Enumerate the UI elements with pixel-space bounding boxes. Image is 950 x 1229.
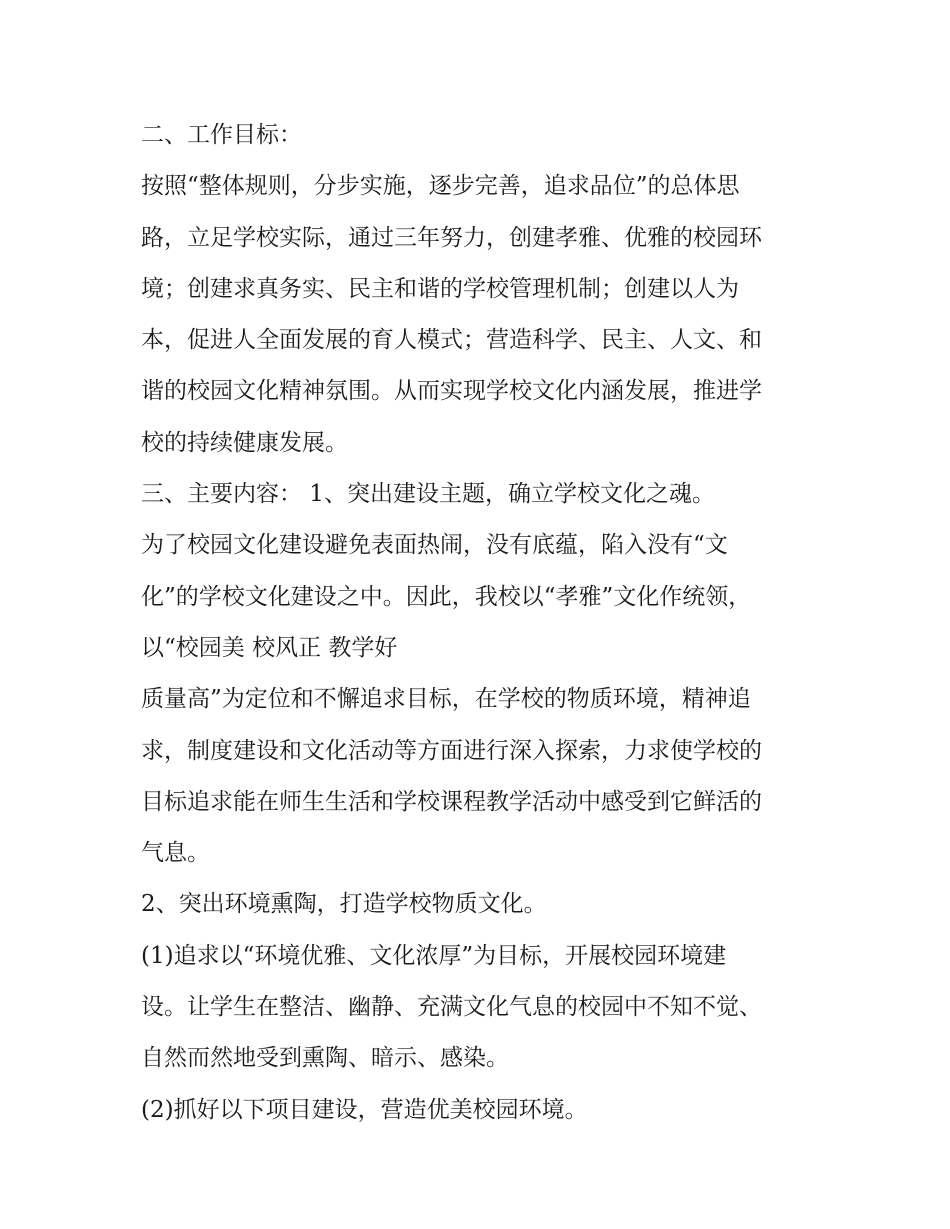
paragraph-line: 气息。 — [141, 840, 210, 867]
paragraph-line: 校的持续健康发展。 — [141, 429, 348, 456]
paragraph-line: 设。让学生在整洁、幽静、充满文化气息的校园中不知不觉、 — [141, 994, 762, 1021]
subsection-heading-environment: 2、突出环境熏陶，打造学校物质文化。 — [141, 891, 547, 918]
paragraph-line: 本，促进人全面发展的育人模式；营造科学、民主、人文、和 — [141, 327, 762, 354]
paragraph-line: 求，制度建设和文化活动等方面进行深入探索，力求使学校的 — [141, 737, 762, 764]
paragraph-line: 按照“整体规则，分步实施，逐步完善，追求品位”的总体思 — [141, 173, 740, 200]
paragraph-line: 以“校园美 校风正 教学好 — [141, 634, 398, 661]
paragraph-line: 为了校园文化建设避免表面热闹，没有底蕴，陷入没有“文 — [141, 532, 728, 559]
paragraph-line: 自然而然地受到熏陶、暗示、感染。 — [141, 1045, 509, 1072]
paragraph-line: 化”的学校文化建设之中。因此，我校以“孝雅”文化作统领， — [141, 583, 752, 610]
paragraph-line: (2)抓好以下项目建设，营造优美校园环境。 — [141, 1096, 588, 1123]
document-body — [141, 110, 821, 1136]
paragraph-line: 谐的校园文化精神氛围。从而实现学校文化内涵发展，推进学 — [141, 378, 762, 405]
paragraph-line: 目标追求能在师生生活和学校课程教学活动中感受到它鲜活的 — [141, 788, 762, 815]
paragraph-line: (1)追求以“环境优雅、文化浓厚”为目标，开展校园环境建 — [141, 942, 727, 969]
section-heading-content: 三、主要内容： 1、突出建设主题，确立学校文化之魂。 — [141, 481, 715, 508]
paragraph-line: 境；创建求真务实、民主和谐的学校管理机制；创建以人为 — [141, 275, 739, 302]
paragraph-line: 质量高”为定位和不懈追求目标，在学校的物质环境，精神追 — [141, 686, 751, 713]
paragraph-line: 路，立足学校实际，通过三年努力，创建孝雅、优雅的校园环 — [141, 224, 762, 251]
section-heading-goals: 二、工作目标： — [141, 122, 302, 148]
